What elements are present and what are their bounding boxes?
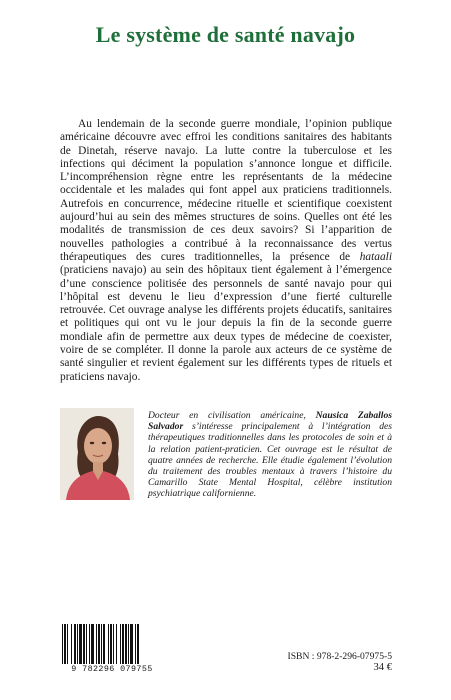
book-title: Le système de santé navajo <box>95 22 356 47</box>
bio-prefix: Docteur en civilisation américaine, <box>148 410 306 421</box>
barcode-bar <box>62 624 63 668</box>
barcode-bar <box>137 624 139 668</box>
bio-text: s’intéresse principalement à l’intégration des thérapeutiques traditionnelles dans les protocoles de soin et à la relation patient-praticien. Cet ouvrage est le résultat de quatre années de recherche. Elle étudie également l’évolution du traitement des troubles mentaux à travers l’histoire du Camarillo State Mental Hospital, célèbre institution psychiatrique californienne. <box>148 421 392 500</box>
barcode-bar <box>130 624 133 668</box>
barcode-bar <box>125 624 127 668</box>
author-name: Nausica Zaballos Salvador <box>148 410 392 433</box>
barcode-bar <box>79 624 82 668</box>
barcode-bar <box>101 624 102 668</box>
barcode-bar <box>77 624 78 668</box>
barcode-bar <box>98 624 100 668</box>
barcode-bar <box>135 624 136 668</box>
barcode-bar <box>74 624 76 668</box>
barcode-bar <box>113 624 114 668</box>
barcode-digits: 9 782296 079755 <box>60 664 164 674</box>
author-bio <box>148 410 392 500</box>
isbn: ISBN : 978-2-296-07975-5 <box>287 651 392 662</box>
barcode-bar <box>91 624 94 668</box>
barcode-bar <box>71 624 72 668</box>
barcode-bar <box>89 624 90 668</box>
back-cover-summary <box>60 118 392 384</box>
barcode-bar <box>122 624 124 668</box>
summary-hataali-term: hataali <box>359 250 392 263</box>
barcode-bar <box>120 624 121 668</box>
author-photo <box>60 408 134 500</box>
barcode-bar <box>86 624 87 668</box>
barcode-bar <box>110 624 112 668</box>
barcode-bar <box>83 624 85 668</box>
barcode-bar <box>64 624 66 668</box>
barcode-bar <box>128 624 129 668</box>
summary-text-part2: (praticiens navajo) au sein des hôpitaux tient également à l’émergence d’une conscience politisée des personnels de santé navajo pour qui l’hôpital est devenu le lieu d’expression d’une fierté culturelle retrouvée. Cet ouvrage analyse les différents projets éducatifs, sanitaires et politiques qui ont vu le jour depuis la fin de la seconde guerre mondiale afin de permettre aux deux types de médecine de coexister, voire de se compléter. Il donne la parole aux acteurs de ce système de santé singulier et revient également sur les différents types de rituels et praticiens navajo. <box>60 264 392 383</box>
summary-text-part1: Au lendemain de la seconde guerre mondiale, l’opinion publique américaine découvre avec effroi les conditions sanitaires des habitants de Dinetah, réserve navajo. La lutte contre la tuberculose et les infections qui déciment la population s’annonce longue et difficile. L’incompréhension règne entre les représentants de la médecine occidentale et les malades qui font appel aux praticiens traditionnels. Autrefois en concurrence, médecine rituelle et scientifique coexistent aujourd’hui au sein des mêmes structures de soins. Quelles ont été les modalités de transmission de ces deux savoirs? Si l’apparition de nouvelles pathologies a contribué à la reconnaissance des vertus thérapeutiques des cures traditionnelles, la présence de <box>60 118 392 263</box>
barcode-bar <box>96 624 97 668</box>
barcode-bar <box>116 624 117 668</box>
barcode-bar <box>108 624 109 668</box>
barcode-bar <box>103 624 105 668</box>
price: 34 € <box>373 662 392 673</box>
barcode-bar <box>67 624 68 668</box>
